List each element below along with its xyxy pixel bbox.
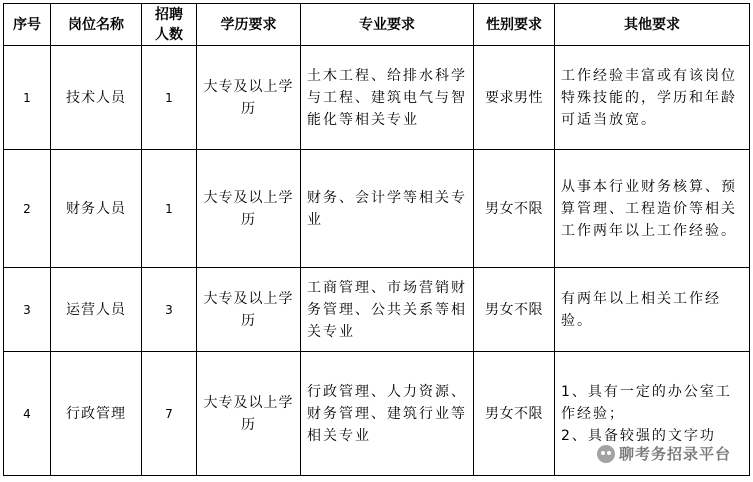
cell-gender: 男女不限 xyxy=(474,352,555,476)
cell-count: 1 xyxy=(142,46,197,150)
cell-other: 有两年以上相关工作经验。 xyxy=(555,268,750,352)
cell-num: 1 xyxy=(4,46,51,150)
cell-position: 行政管理 xyxy=(51,352,142,476)
header-education: 学历要求 xyxy=(197,4,301,46)
cell-num: 2 xyxy=(4,150,51,268)
table-row xyxy=(4,268,750,352)
cell-other: 工作经验丰富或有该岗位特殊技能的，学历和年龄可适当放宽。 xyxy=(555,46,750,150)
cell-major: 行政管理、人力资源、财务管理、建筑行业等相关专业 xyxy=(301,352,474,476)
header-other: 其他要求 xyxy=(555,4,750,46)
cell-education: 大专及以上学历 xyxy=(197,268,301,352)
cell-gender: 男女不限 xyxy=(474,150,555,268)
header-position: 岗位名称 xyxy=(51,4,142,46)
cell-position: 运营人员 xyxy=(51,268,142,352)
cell-education: 大专及以上学历 xyxy=(197,352,301,476)
cell-education: 大专及以上学历 xyxy=(197,150,301,268)
cell-position: 财务人员 xyxy=(51,150,142,268)
other-line-2: 2、具备较强的文字功 xyxy=(561,427,716,444)
cell-major: 工商管理、市场营销财务管理、公共关系等相关专业 xyxy=(301,268,474,352)
cell-major: 财务、会计学等相关专业 xyxy=(301,150,474,268)
header-gender: 性别要求 xyxy=(474,4,555,46)
cell-count: 1 xyxy=(142,150,197,268)
cell-num: 3 xyxy=(4,268,51,352)
cell-other: 从事本行业财务核算、预算管理、工程造价等相关工作两年以上工作经验。 xyxy=(555,150,750,268)
recruitment-table xyxy=(3,3,750,476)
cell-major: 土木工程、给排水科学与工程、建筑电气与智能化等相关专业 xyxy=(301,46,474,150)
header-row xyxy=(4,4,750,46)
cell-count: 7 xyxy=(142,352,197,476)
cell-other xyxy=(555,352,750,476)
header-count-line1: 招聘 xyxy=(155,6,183,23)
cell-position: 技术人员 xyxy=(51,46,142,150)
cell-education: 大专及以上学历 xyxy=(197,46,301,150)
cell-num: 4 xyxy=(4,352,51,476)
header-count-line2: 人数 xyxy=(155,26,183,43)
header-num: 序号 xyxy=(4,4,51,46)
header-count xyxy=(142,4,197,46)
other-line-1: 1、具有一定的办公室工作经验； xyxy=(561,383,732,422)
cell-gender: 男女不限 xyxy=(474,268,555,352)
cell-gender: 要求男性 xyxy=(474,46,555,150)
header-major: 专业要求 xyxy=(301,4,474,46)
table-row xyxy=(4,46,750,150)
table-row xyxy=(4,352,750,476)
wechat-icon xyxy=(597,445,615,463)
cell-count: 3 xyxy=(142,268,197,352)
watermark-text: 聊考务招录平台 xyxy=(618,445,731,463)
table-row xyxy=(4,150,750,268)
